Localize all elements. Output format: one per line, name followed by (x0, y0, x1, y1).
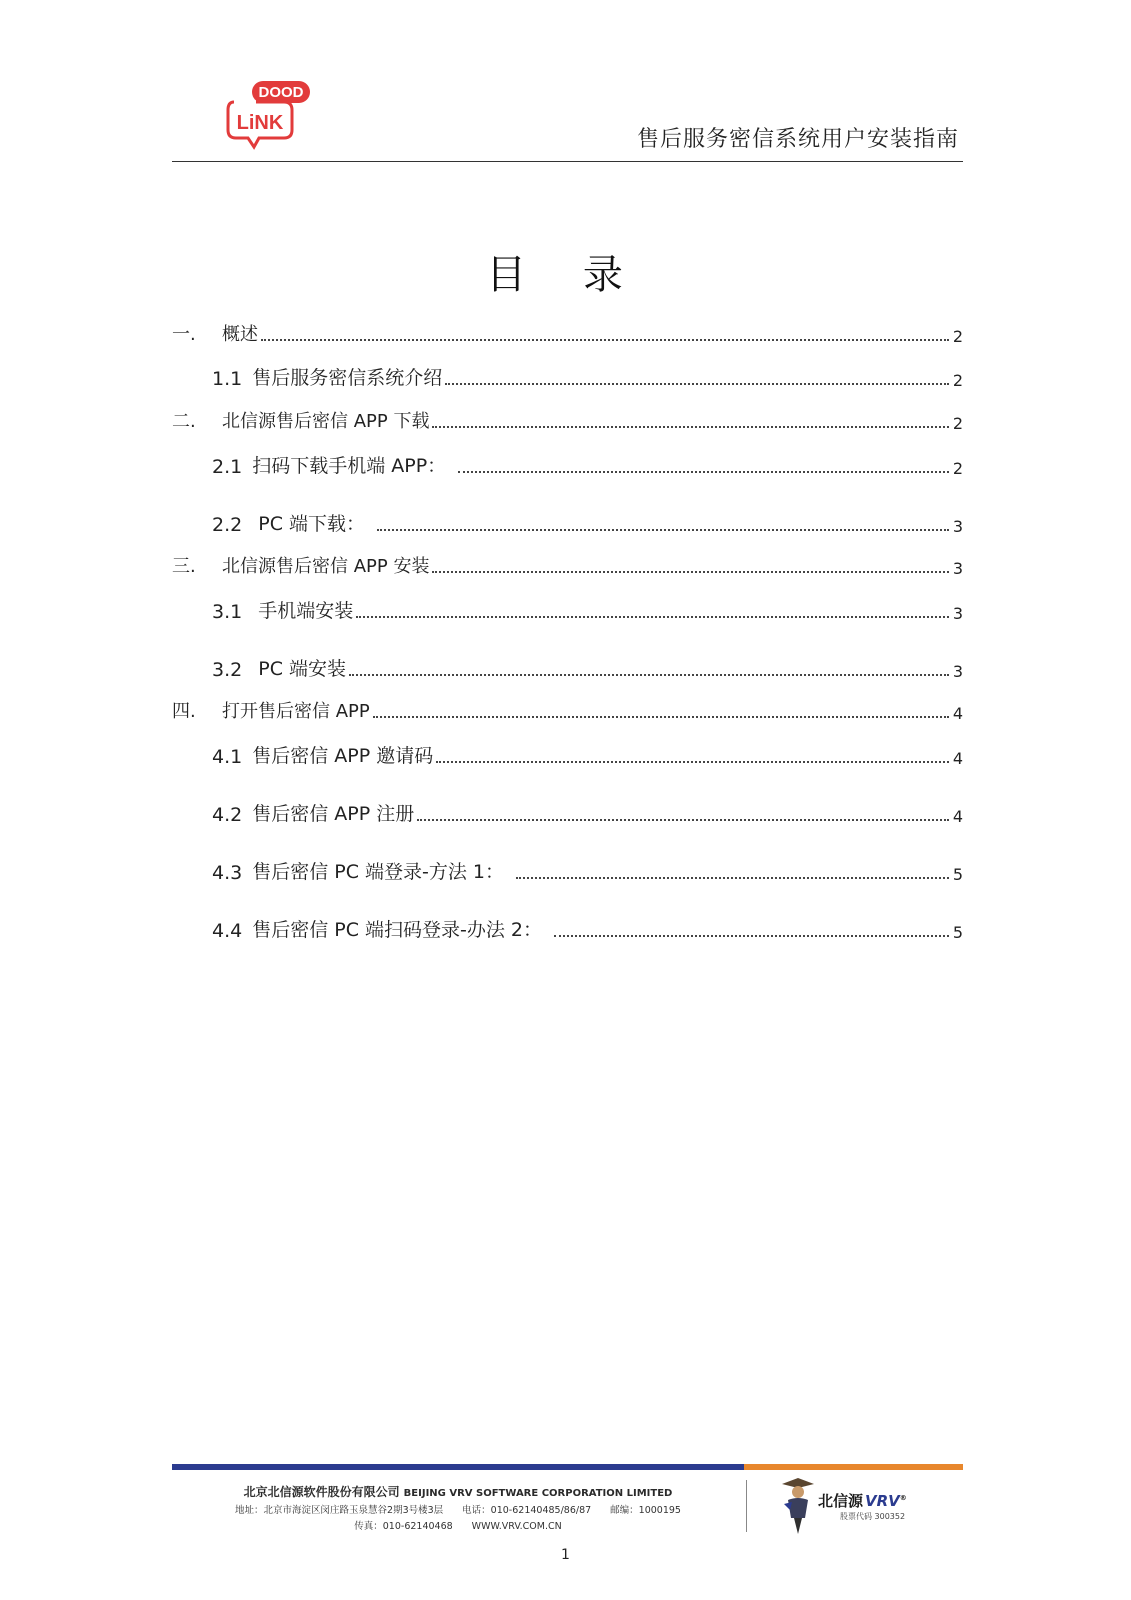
toc-entry-number: 3.1 (212, 601, 249, 623)
toc-entry-label: 概述 (222, 324, 258, 345)
toc-entry-1-1[interactable] (172, 364, 963, 390)
toc-entry-page: 3 (952, 604, 963, 623)
toc-entry-page: 2 (952, 371, 963, 390)
toc-entry-number: 4.3 (212, 862, 243, 884)
toc-entry-page: 4 (952, 749, 963, 768)
company-name-cn: 北京北信源软件股份有限公司 (243, 1485, 400, 1499)
toc-entry-label: 售后密信 APP 注册 (252, 803, 415, 825)
toc-entry-page: 3 (952, 662, 963, 681)
toc-entry-3-1[interactable] (172, 597, 963, 623)
toc-entry-label: 手机端安装 (258, 600, 354, 622)
toc-title: 目 录 (486, 252, 645, 298)
footer-bar-blue (172, 1464, 744, 1470)
toc-entry-page: 3 (952, 517, 963, 536)
toc-entry-page: 5 (952, 865, 963, 884)
toc-entry-label: 售后密信 PC 端扫码登录-办法 2： (252, 919, 543, 941)
toc-leader-dots (417, 819, 949, 821)
toc-entry-4-1[interactable] (172, 742, 963, 768)
toc-entry-4-4[interactable] (172, 916, 963, 942)
toc-leader-dots (356, 616, 949, 618)
toc-entry-label: 打开售后密信 APP (222, 701, 370, 722)
toc-entry-number: 2.2 (212, 514, 249, 536)
toc-leader-dots (436, 761, 949, 763)
toc-entry-page: 2 (952, 459, 963, 478)
toc-entry-4-3[interactable] (172, 858, 963, 884)
toc-leader-dots (377, 529, 949, 531)
page-number: 1 (561, 1547, 570, 1563)
toc-entry-3-2[interactable] (172, 655, 963, 681)
toc-entry-number: 3.2 (212, 659, 249, 681)
toc-entry-number: 4.2 (212, 804, 243, 826)
toc-entry-label: 北信源售后密信 APP 安装 (222, 556, 430, 577)
toc-entry-page: 5 (952, 923, 963, 942)
footer-divider (746, 1480, 747, 1532)
logo-top-text: DOOD (258, 84, 304, 101)
toc-entry-number: 一. (172, 324, 196, 345)
toc-leader-dots (458, 471, 949, 473)
toc-leader-dots (516, 877, 949, 879)
footer-company-name (172, 1483, 744, 1500)
document-header-title: 售后服务密信系统用户安装指南 (636, 127, 959, 152)
toc-entry-label: 扫码下载手机端 APP： (252, 455, 447, 477)
toc-leader-dots (554, 935, 949, 937)
stock-code: 股票代码 300352 (840, 1512, 906, 1521)
toc-leader-dots (261, 339, 949, 341)
toc-entry-page: 4 (952, 704, 963, 723)
toc-entry-label: PC 端下载： (258, 513, 366, 535)
toc-entry-4-2[interactable] (172, 800, 963, 826)
footer-fax-website: 传真：010-62140468 WWW.VRV.COM.CN (354, 1521, 562, 1532)
toc-leader-dots (432, 571, 949, 573)
toc-entry-number: 四. (172, 701, 196, 722)
vrv-mascot-icon (778, 1474, 818, 1536)
toc-entry-label: 售后服务密信系统介绍 (252, 367, 443, 389)
toc-leader-dots (373, 716, 949, 718)
toc-entry-open-app[interactable] (172, 697, 963, 723)
footer-bar-orange (744, 1464, 963, 1470)
toc-entry-page: 2 (952, 414, 963, 433)
toc-entry-label: PC 端安装 (258, 658, 347, 680)
toc-entry-number: 二. (172, 411, 196, 432)
toc-leader-dots (432, 426, 949, 428)
toc-entry-2-2[interactable] (172, 510, 963, 536)
toc-entry-number: 2.1 (212, 456, 243, 478)
toc-entry-2-1[interactable] (172, 452, 963, 478)
toc-entry-label: 售后密信 PC 端登录-方法 1： (252, 861, 505, 883)
brand-name-cn: 北信源 (818, 1492, 864, 1510)
toc-entry-page: 3 (952, 559, 963, 578)
toc-entry-label: 售后密信 APP 邀请码 (252, 745, 434, 767)
toc-entry-number: 三. (172, 556, 196, 577)
logo-bottom-text: LiNK (236, 112, 284, 134)
toc-entry-overview[interactable] (172, 320, 963, 346)
footer-address: 地址：北京市海淀区闵庄路玉泉慧谷2期3号楼3层 电话：010-62140485/86/87 邮编：1000195 (235, 1505, 681, 1516)
toc-leader-dots (349, 674, 949, 676)
toc-leader-dots (445, 383, 949, 385)
registered-mark: ® (899, 1494, 907, 1502)
toc-entry-label: 北信源售后密信 APP 下载 (222, 411, 430, 432)
toc-entry-number: 1.1 (212, 368, 243, 390)
brand-name-en: VRV (865, 1492, 900, 1510)
table-of-contents (172, 0, 963, 1000)
toc-entry-page: 4 (952, 807, 963, 826)
vrv-brand (818, 1490, 907, 1511)
toc-entry-download[interactable] (172, 407, 963, 433)
toc-entry-page: 2 (952, 327, 963, 346)
company-name-en: BEIJING VRV SOFTWARE CORPORATION LIMITED (403, 1488, 673, 1499)
toc-entry-number: 4.4 (212, 920, 243, 942)
toc-entry-number: 4.1 (212, 746, 243, 768)
toc-entry-install[interactable] (172, 552, 963, 578)
